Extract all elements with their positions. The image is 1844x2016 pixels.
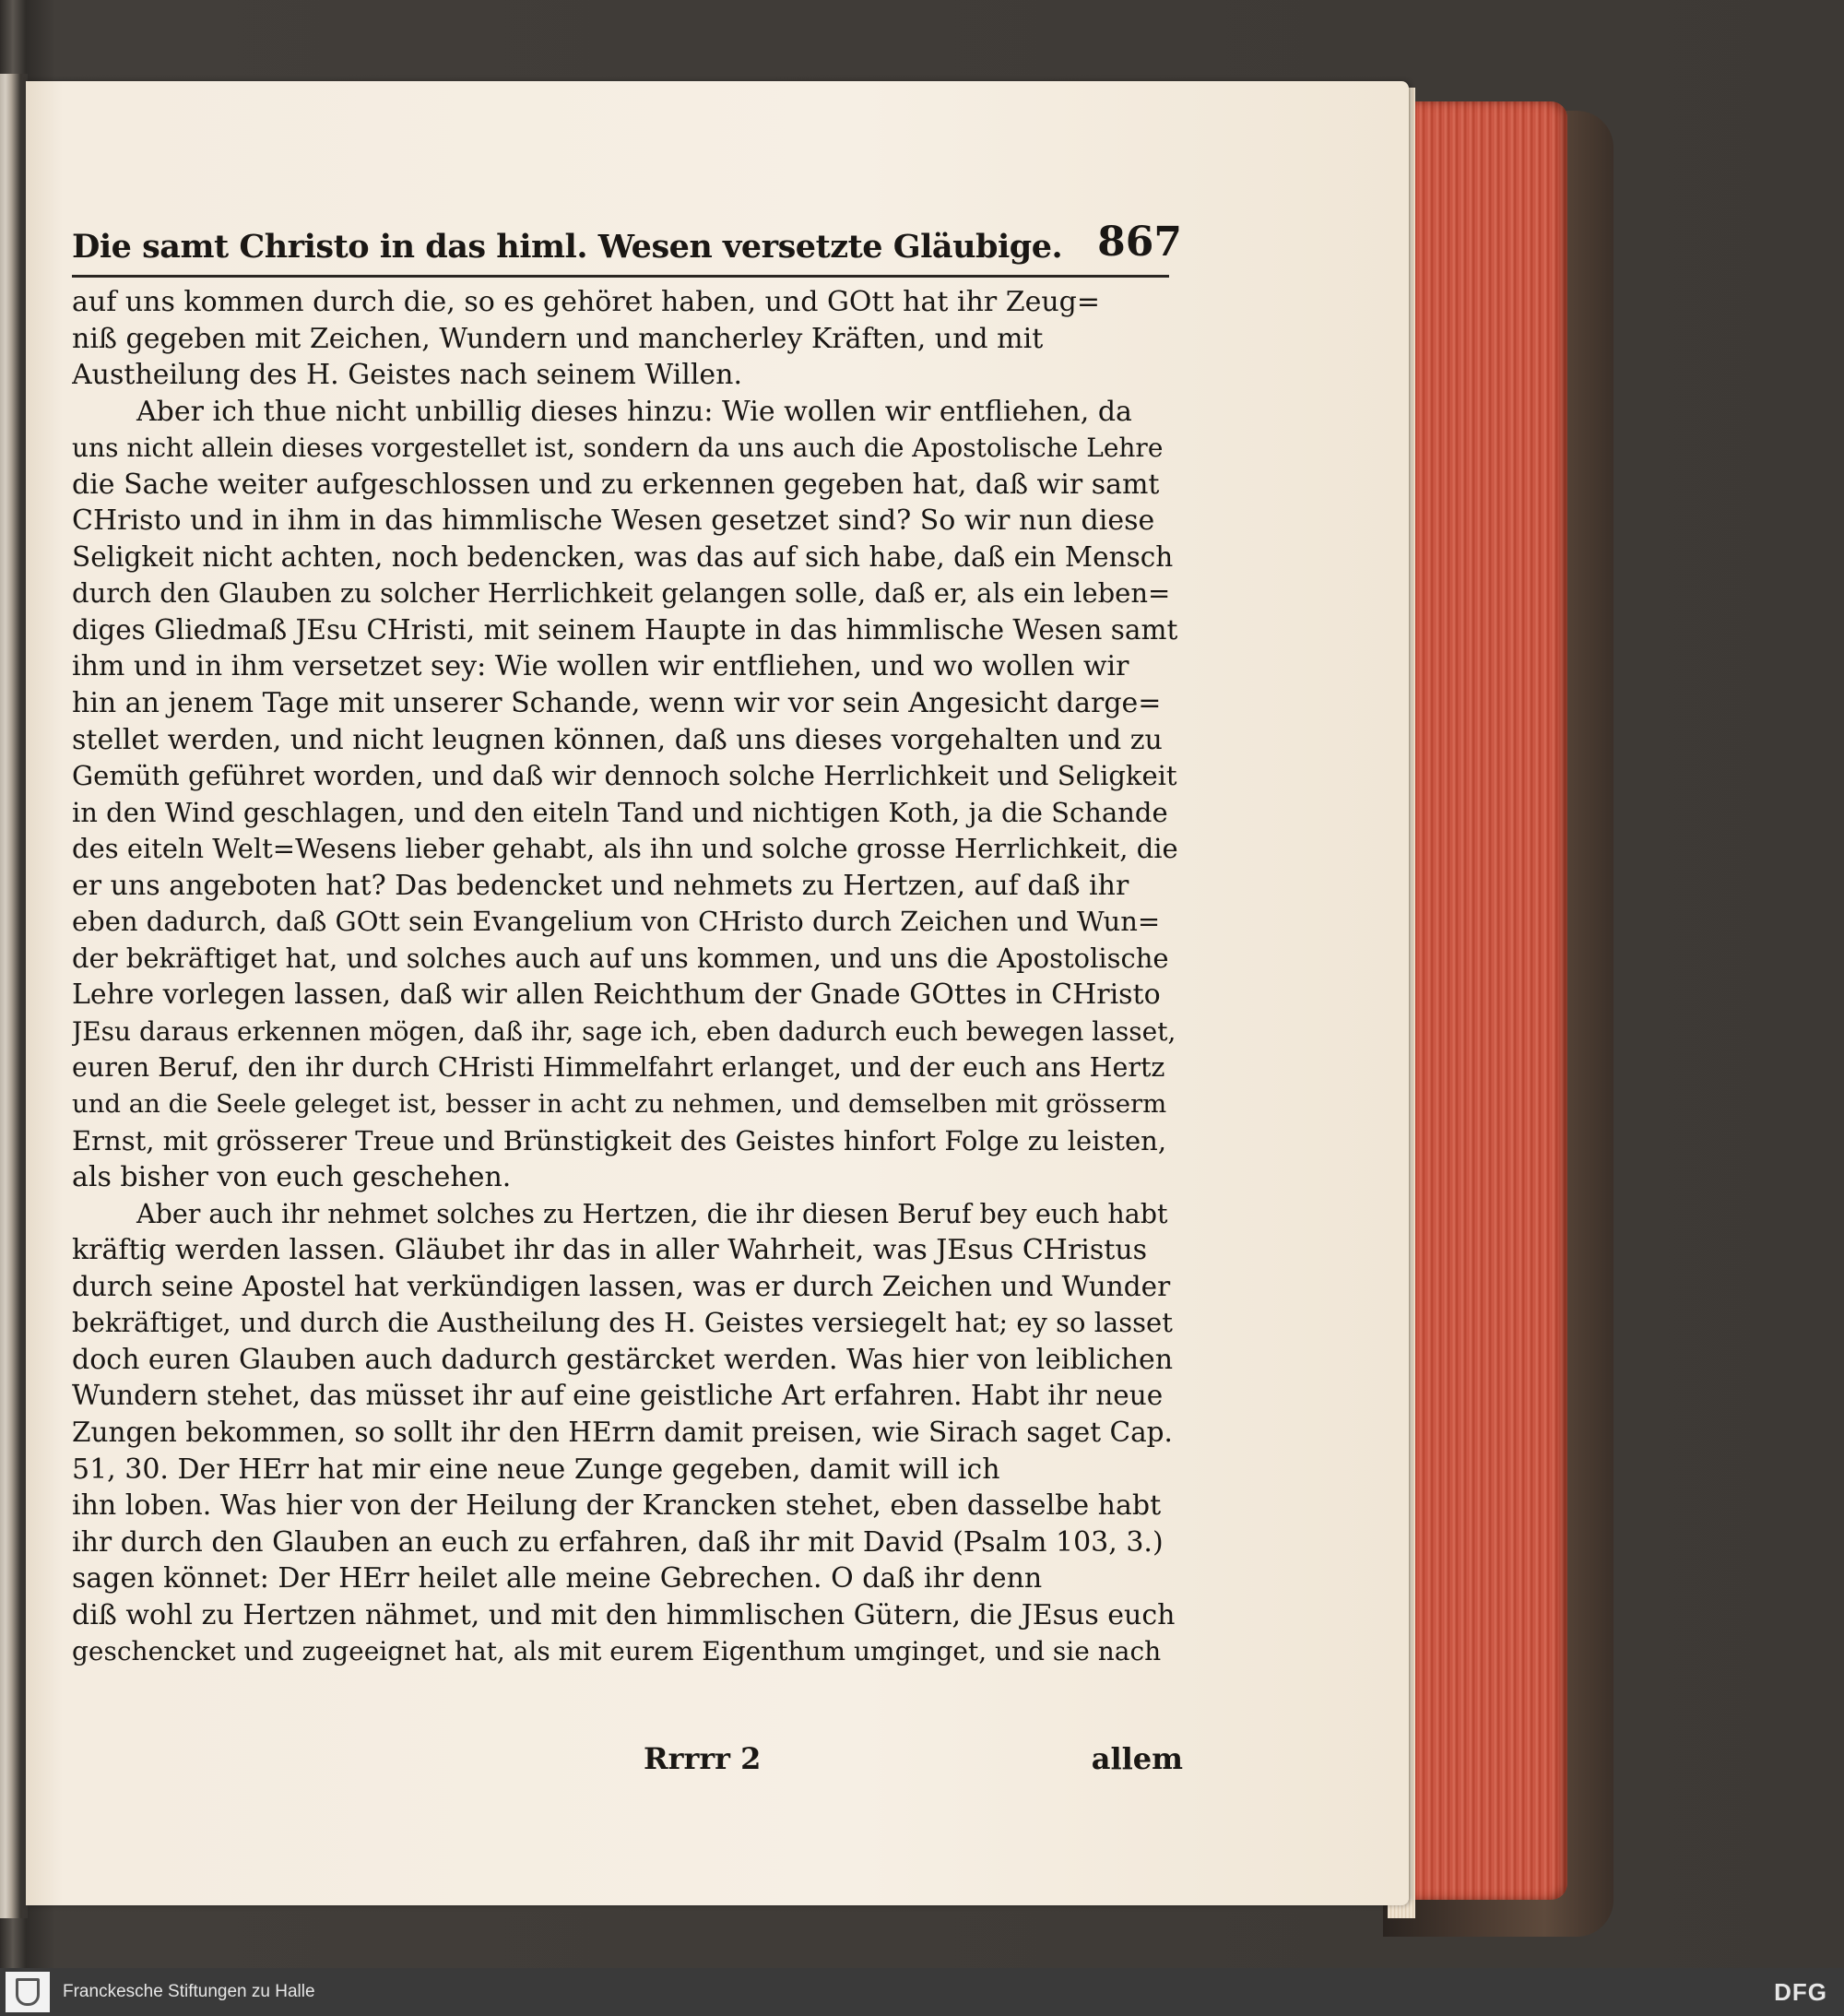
text-line: als bisher von euch geschehen. — [72, 1161, 512, 1194]
text-line: bekräftiget, und durch die Austheilung des H. Geistes versiegelt hat; ey so lasset — [72, 1307, 1173, 1339]
book-page — [26, 81, 1409, 1905]
text-line: stellet werden, und nicht leugnen können, daß uns dieses vorgehalten und zu — [72, 723, 1163, 756]
text-line: sagen könnet: Der HErr heilet alle meine Gebrechen. O daß ihr denn — [72, 1562, 1043, 1595]
head-rule — [72, 275, 1169, 278]
institution-logo[interactable] — [6, 1972, 50, 2012]
text-line: 51, 30. Der HErr hat mir eine neue Zunge gegeben, damit will ich — [72, 1453, 1000, 1486]
text-line: Aber ich thue nicht unbillig dieses hinzu: Wie wollen wir entfliehen, da — [136, 395, 1132, 428]
page-number: 867 — [1097, 219, 1182, 266]
shield-icon — [16, 1978, 40, 2006]
text-line: diges Gliedmaß JEsu CHristi, mit seinem Haupte in das himmlische Wesen samt — [72, 613, 1178, 646]
page-content — [72, 192, 1188, 1806]
text-line: kräftig werden lassen. Gläubet ihr das in aller Wahrheit, was JEsus CHristus — [72, 1234, 1148, 1267]
text-line: die Sache weiter aufgeschlossen und zu erkennen gegeben hat, daß wir samt — [72, 468, 1160, 501]
signature-mark: Rrrrr 2 — [644, 1741, 762, 1776]
body-text — [72, 284, 1178, 1670]
text-line: auf uns kommen durch die, so es gehöret haben, und GOtt hat ihr Zeug= — [72, 286, 1101, 318]
text-line: Zungen bekommen, so sollt ihr den HErrn damit preisen, wie Sirach saget Cap. — [72, 1416, 1173, 1448]
text-line: hin an jenem Tage mit unserer Schande, wenn wir vor sein Angesicht darge= — [72, 687, 1162, 720]
text-line: in den Wind geschlagen, und den eiteln Tand und nichtigen Koth, ja die Schande — [72, 796, 1168, 828]
institution-group — [6, 1972, 315, 2012]
text-line: uns nicht allein dieses vorgestellet ist, sondern da uns auch die Apostolische Lehre — [72, 433, 1164, 464]
running-head — [72, 192, 1188, 266]
institution-name[interactable]: Franckesche Stiftungen zu Halle — [63, 1982, 315, 2001]
text-line: diß wohl zu Hertzen nähmet, und mit den himmlischen Gütern, die JEsus euch — [72, 1598, 1176, 1631]
text-line: geschencket und zugeeignet hat, als mit eurem Eigenthum umginget, und sie nach — [72, 1636, 1162, 1667]
catchword: allem — [1091, 1741, 1183, 1776]
running-title: Die samt Christo in das himl. Wesen versetzte Gläubige. — [72, 228, 1063, 266]
text-line: eben dadurch, daß GOtt sein Evangelium von CHristo durch Zeichen und Wun= — [72, 906, 1161, 938]
facing-page-edge — [0, 74, 28, 1918]
text-line: ihm und in ihm versetzet sey: Wie wollen wir entfliehen, und wo wollen wir — [72, 650, 1129, 683]
text-line: Ernst, mit grösserer Treue und Brünstigkeit des Geistes hinfort Folge zu leisten, — [72, 1124, 1167, 1156]
text-line: er uns angeboten hat? Das bedencket und nehmets zu Hertzen, auf daß ihr — [72, 869, 1129, 902]
text-line: doch euren Glauben auch dadurch gestärcket werden. Was hier von leiblichen — [72, 1343, 1174, 1376]
text-line: CHristo und in ihm in das himmlische Wesen gesetzet sind? So wir nun diese — [72, 504, 1155, 538]
text-line: JEsu daraus erkennen mögen, daß ihr, sage ich, eben dadurch euch bewegen lasset, — [72, 1015, 1176, 1047]
text-line: des eiteln Welt=Wesens lieber gehabt, als ihn und solche grosse Herrlichkeit, die — [72, 833, 1178, 865]
text-line: der bekräftiget hat, und solches auch auf uns kommen, und uns die Apostolische — [72, 942, 1169, 974]
text-line: Austheilung des H. Geistes nach seinem Willen. — [72, 359, 743, 392]
page-footer — [72, 1741, 1183, 1787]
text-line: ihn loben. Was hier von der Heilung der Krancken stehet, eben dasselbe habt — [72, 1489, 1162, 1523]
text-line: Wundern stehet, das müsset ihr auf eine geistliche Art erfahren. Habt ihr neue — [72, 1380, 1164, 1412]
text-line: Lehre vorlegen lassen, daß wir allen Reichthum der Gnade GOttes in CHristo — [72, 978, 1161, 1012]
text-line: und an die Seele geleget ist, besser in acht zu nehmen, und demselben mit grösserm — [72, 1089, 1167, 1120]
text-line: ihr durch den Glauben an euch zu erfahren, daß ihr mit David (Psalm 103, 3.) — [72, 1525, 1164, 1559]
red-fore-edge — [1401, 101, 1567, 1900]
text-line: Seligkeit nicht achten, noch bedencken, was das auf sich habe, daß ein Mensch — [72, 540, 1174, 573]
text-line: durch seine Apostel hat verkündigen lassen, was er durch Zeichen und Wunder — [72, 1270, 1171, 1302]
text-line: Gemüth geführet worden, und daß wir dennoch solche Herrlichkeit und Seligkeit — [72, 760, 1177, 792]
text-line: durch den Glauben zu solcher Herrlichkeit gelangen solle, daß er, als ein leben= — [72, 577, 1171, 610]
text-line: niß gegeben mit Zeichen, Wundern und mancherley Kräften, und mit — [72, 322, 1044, 355]
text-line: Aber auch ihr nehmet solches zu Hertzen, die ihr diesen Beruf bey euch habt — [136, 1198, 1168, 1229]
viewer-footer-bar — [0, 1968, 1844, 2016]
dfg-logo[interactable]: DFG — [1774, 1977, 1827, 2006]
text-line: euren Beruf, den ihr durch CHristi Himmelfahrt erlanget, und der euch ans Hertz — [72, 1052, 1165, 1084]
